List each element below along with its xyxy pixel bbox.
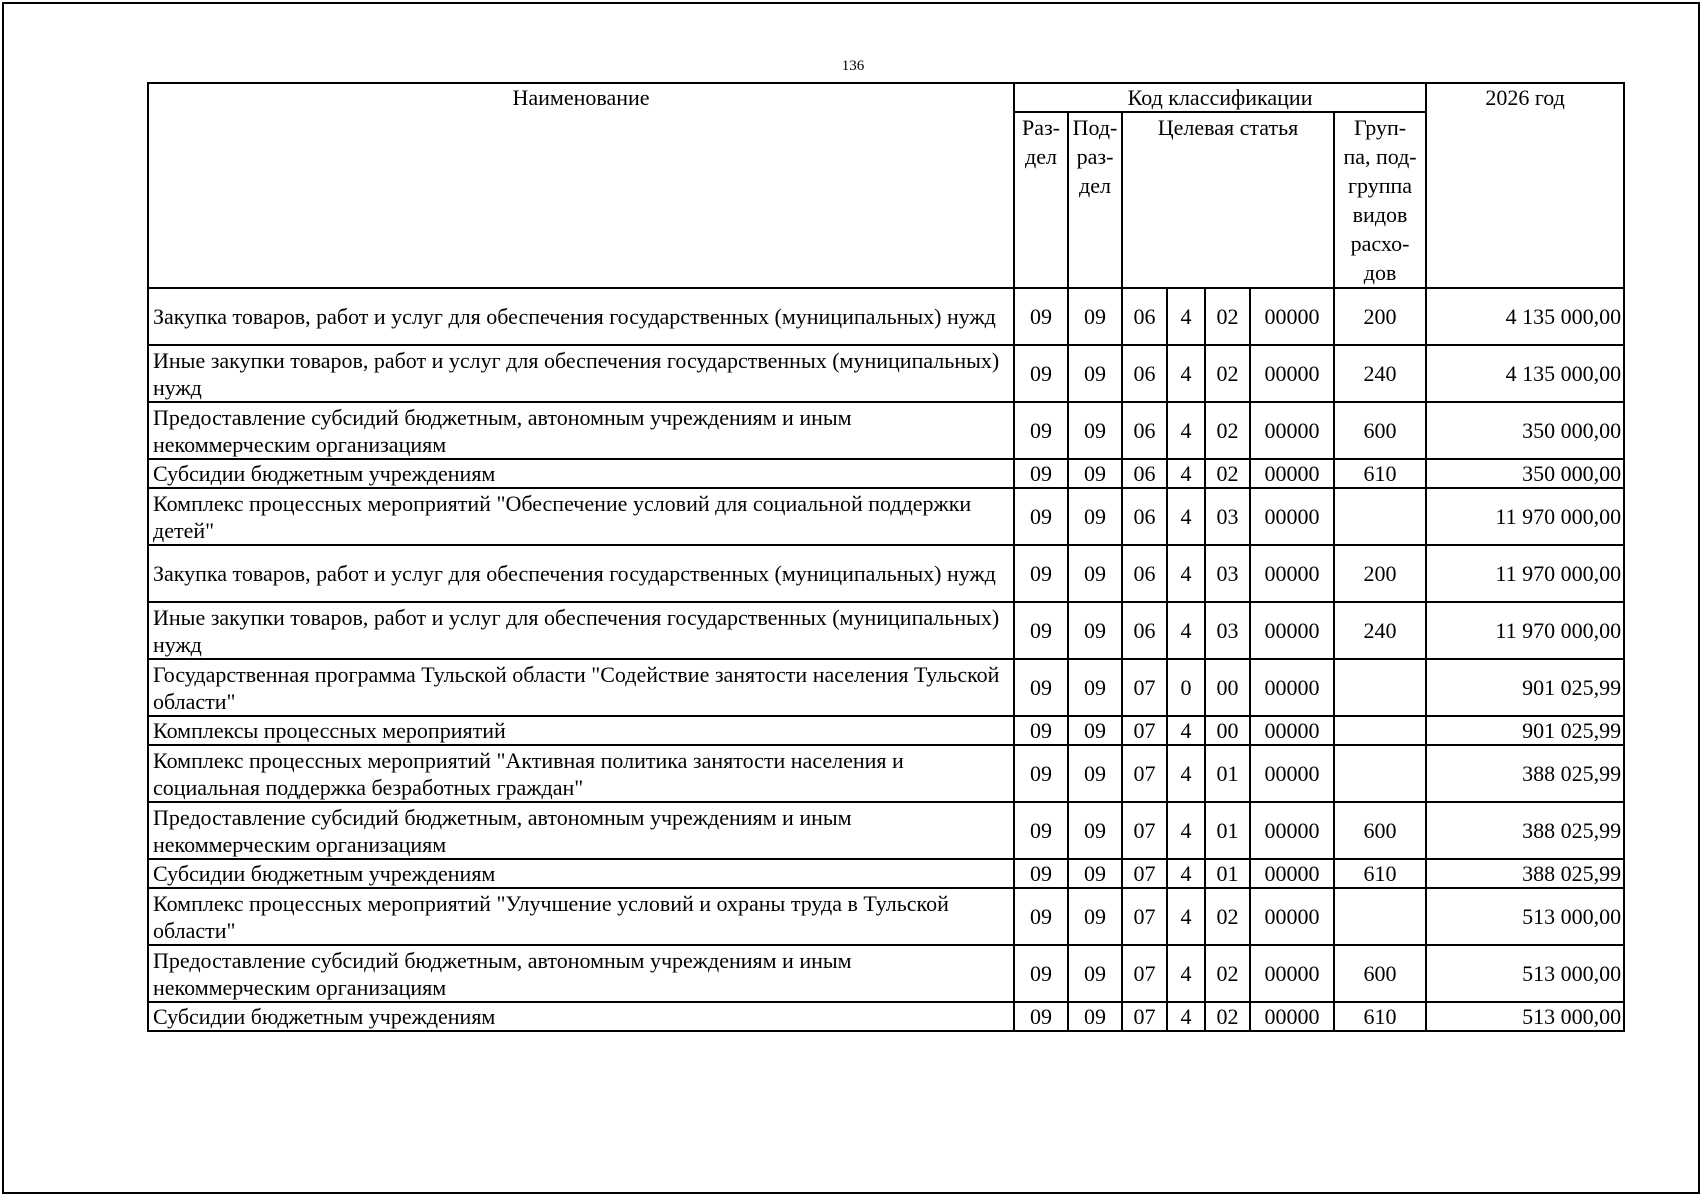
row-type-code: 4	[1167, 888, 1205, 945]
row-program-code: 06	[1122, 459, 1167, 488]
table-row	[148, 716, 1624, 745]
header-code-classification: Код классификации	[1014, 83, 1426, 112]
row-razdel: 09	[1014, 402, 1068, 459]
row-podrazdel: 09	[1068, 945, 1122, 1002]
row-razdel: 09	[1014, 1002, 1068, 1031]
row-podrazdel: 09	[1068, 802, 1122, 859]
row-amount: 388 025,99	[1426, 859, 1624, 888]
row-expense-type: 610	[1334, 459, 1426, 488]
row-name: Комплекс процессных мероприятий "Обеспечение условий для социальной поддержки детей"	[148, 488, 1014, 545]
row-expense-type	[1334, 745, 1426, 802]
row-program-code: 06	[1122, 345, 1167, 402]
header-podrazdel: Под- раз- дел	[1068, 112, 1122, 288]
table-body	[148, 288, 1624, 1031]
table-row	[148, 859, 1624, 888]
row-type-code: 4	[1167, 288, 1205, 345]
header-vid-rashodov: Груп- па, под- группа видов расхо- дов	[1334, 112, 1426, 288]
row-amount: 901 025,99	[1426, 659, 1624, 716]
row-razdel: 09	[1014, 888, 1068, 945]
row-amount: 513 000,00	[1426, 945, 1624, 1002]
row-expense-type: 200	[1334, 545, 1426, 602]
row-expense-type	[1334, 888, 1426, 945]
row-program-code: 07	[1122, 859, 1167, 888]
row-subprogram-code: 01	[1205, 802, 1250, 859]
row-amount: 388 025,99	[1426, 802, 1624, 859]
row-type-code: 4	[1167, 1002, 1205, 1031]
row-podrazdel: 09	[1068, 859, 1122, 888]
row-podrazdel: 09	[1068, 716, 1122, 745]
row-amount: 4 135 000,00	[1426, 288, 1624, 345]
row-amount: 11 970 000,00	[1426, 488, 1624, 545]
row-name: Комплекс процессных мероприятий "Улучшение условий и охраны труда в Тульской области"	[148, 888, 1014, 945]
header-year: 2026 год	[1426, 83, 1624, 288]
table-row	[148, 802, 1624, 859]
row-program-code: 07	[1122, 1002, 1167, 1031]
table-row	[148, 345, 1624, 402]
table-row	[148, 945, 1624, 1002]
row-type-code: 4	[1167, 745, 1205, 802]
row-type-code: 4	[1167, 545, 1205, 602]
row-podrazdel: 09	[1068, 459, 1122, 488]
row-program-code: 07	[1122, 659, 1167, 716]
row-podrazdel: 09	[1068, 602, 1122, 659]
row-name: Закупка товаров, работ и услуг для обеспечения государственных (муниципальных) нужд	[148, 545, 1014, 602]
row-subprogram-code: 01	[1205, 859, 1250, 888]
row-subprogram-code: 03	[1205, 545, 1250, 602]
row-type-code: 4	[1167, 802, 1205, 859]
row-direction-code: 00000	[1250, 945, 1334, 1002]
table-row	[148, 659, 1624, 716]
row-name: Субсидии бюджетным учреждениям	[148, 459, 1014, 488]
row-direction-code: 00000	[1250, 488, 1334, 545]
row-program-code: 07	[1122, 745, 1167, 802]
row-direction-code: 00000	[1250, 459, 1334, 488]
row-razdel: 09	[1014, 602, 1068, 659]
row-podrazdel: 09	[1068, 659, 1122, 716]
row-expense-type: 600	[1334, 802, 1426, 859]
row-type-code: 4	[1167, 488, 1205, 545]
row-podrazdel: 09	[1068, 888, 1122, 945]
row-program-code: 07	[1122, 945, 1167, 1002]
row-podrazdel: 09	[1068, 488, 1122, 545]
row-amount: 350 000,00	[1426, 459, 1624, 488]
row-type-code: 4	[1167, 602, 1205, 659]
row-type-code: 4	[1167, 402, 1205, 459]
page-number: 136	[841, 58, 865, 74]
row-direction-code: 00000	[1250, 602, 1334, 659]
row-expense-type	[1334, 488, 1426, 545]
row-program-code: 06	[1122, 288, 1167, 345]
row-subprogram-code: 02	[1205, 402, 1250, 459]
table-row	[148, 459, 1624, 488]
row-name: Предоставление субсидий бюджетным, автономным учреждениям и иным некоммерческим организациям	[148, 402, 1014, 459]
row-name: Иные закупки товаров, работ и услуг для обеспечения государственных (муниципальных) нужд	[148, 602, 1014, 659]
row-name: Иные закупки товаров, работ и услуг для обеспечения государственных (муниципальных) нужд	[148, 345, 1014, 402]
table-row	[148, 545, 1624, 602]
row-direction-code: 00000	[1250, 1002, 1334, 1031]
row-razdel: 09	[1014, 288, 1068, 345]
row-direction-code: 00000	[1250, 716, 1334, 745]
row-amount: 513 000,00	[1426, 1002, 1624, 1031]
row-subprogram-code: 00	[1205, 716, 1250, 745]
row-direction-code: 00000	[1250, 745, 1334, 802]
row-direction-code: 00000	[1250, 802, 1334, 859]
row-razdel: 09	[1014, 945, 1068, 1002]
row-subprogram-code: 02	[1205, 888, 1250, 945]
row-program-code: 07	[1122, 802, 1167, 859]
row-razdel: 09	[1014, 716, 1068, 745]
row-expense-type: 240	[1334, 602, 1426, 659]
row-expense-type: 240	[1334, 345, 1426, 402]
table-row	[148, 488, 1624, 545]
row-amount: 513 000,00	[1426, 888, 1624, 945]
row-program-code: 06	[1122, 488, 1167, 545]
row-type-code: 4	[1167, 716, 1205, 745]
row-expense-type: 600	[1334, 402, 1426, 459]
row-razdel: 09	[1014, 545, 1068, 602]
row-podrazdel: 09	[1068, 745, 1122, 802]
row-name: Субсидии бюджетным учреждениям	[148, 1002, 1014, 1031]
row-direction-code: 00000	[1250, 402, 1334, 459]
header-razdel: Раз- дел	[1014, 112, 1068, 288]
row-subprogram-code: 02	[1205, 288, 1250, 345]
row-type-code: 0	[1167, 659, 1205, 716]
row-name: Закупка товаров, работ и услуг для обеспечения государственных (муниципальных) нужд	[148, 288, 1014, 345]
row-type-code: 4	[1167, 945, 1205, 1002]
row-subprogram-code: 01	[1205, 745, 1250, 802]
row-amount: 11 970 000,00	[1426, 602, 1624, 659]
table-row	[148, 1002, 1624, 1031]
row-program-code: 07	[1122, 888, 1167, 945]
row-amount: 11 970 000,00	[1426, 545, 1624, 602]
row-expense-type: 610	[1334, 859, 1426, 888]
row-name: Комплексы процессных мероприятий	[148, 716, 1014, 745]
row-direction-code: 00000	[1250, 659, 1334, 716]
row-podrazdel: 09	[1068, 1002, 1122, 1031]
table-row	[148, 745, 1624, 802]
row-razdel: 09	[1014, 488, 1068, 545]
table-row	[148, 402, 1624, 459]
row-type-code: 4	[1167, 459, 1205, 488]
row-podrazdel: 09	[1068, 345, 1122, 402]
row-expense-type: 600	[1334, 945, 1426, 1002]
row-name: Предоставление субсидий бюджетным, автономным учреждениям и иным некоммерческим организациям	[148, 945, 1014, 1002]
row-direction-code: 00000	[1250, 345, 1334, 402]
row-subprogram-code: 02	[1205, 345, 1250, 402]
row-direction-code: 00000	[1250, 888, 1334, 945]
row-razdel: 09	[1014, 745, 1068, 802]
row-podrazdel: 09	[1068, 402, 1122, 459]
row-expense-type	[1334, 716, 1426, 745]
header-name: Наименование	[148, 83, 1014, 288]
row-razdel: 09	[1014, 459, 1068, 488]
row-name: Субсидии бюджетным учреждениям	[148, 859, 1014, 888]
row-name: Государственная программа Тульской области "Содействие занятости населения Тульской области"	[148, 659, 1014, 716]
table-row	[148, 602, 1624, 659]
row-program-code: 06	[1122, 402, 1167, 459]
row-podrazdel: 09	[1068, 545, 1122, 602]
row-expense-type	[1334, 659, 1426, 716]
row-razdel: 09	[1014, 345, 1068, 402]
row-type-code: 4	[1167, 859, 1205, 888]
row-type-code: 4	[1167, 345, 1205, 402]
row-subprogram-code: 00	[1205, 659, 1250, 716]
row-program-code: 06	[1122, 545, 1167, 602]
row-amount: 388 025,99	[1426, 745, 1624, 802]
row-direction-code: 00000	[1250, 545, 1334, 602]
row-subprogram-code: 03	[1205, 488, 1250, 545]
row-name: Предоставление субсидий бюджетным, автономным учреждениям и иным некоммерческим организациям	[148, 802, 1014, 859]
header-celevaya-statya: Целевая статья	[1122, 112, 1334, 288]
row-amount: 350 000,00	[1426, 402, 1624, 459]
row-expense-type: 610	[1334, 1002, 1426, 1031]
row-expense-type: 200	[1334, 288, 1426, 345]
row-subprogram-code: 03	[1205, 602, 1250, 659]
table-row	[148, 888, 1624, 945]
row-razdel: 09	[1014, 859, 1068, 888]
row-program-code: 07	[1122, 716, 1167, 745]
row-razdel: 09	[1014, 659, 1068, 716]
row-subprogram-code: 02	[1205, 459, 1250, 488]
row-amount: 4 135 000,00	[1426, 345, 1624, 402]
table-row	[148, 288, 1624, 345]
row-amount: 901 025,99	[1426, 716, 1624, 745]
row-podrazdel: 09	[1068, 288, 1122, 345]
budget-table	[147, 82, 1625, 1032]
row-razdel: 09	[1014, 802, 1068, 859]
row-program-code: 06	[1122, 602, 1167, 659]
row-subprogram-code: 02	[1205, 1002, 1250, 1031]
row-subprogram-code: 02	[1205, 945, 1250, 1002]
row-name: Комплекс процессных мероприятий "Активная политика занятости населения и социальная поддержка безработных граждан"	[148, 745, 1014, 802]
row-direction-code: 00000	[1250, 288, 1334, 345]
row-direction-code: 00000	[1250, 859, 1334, 888]
